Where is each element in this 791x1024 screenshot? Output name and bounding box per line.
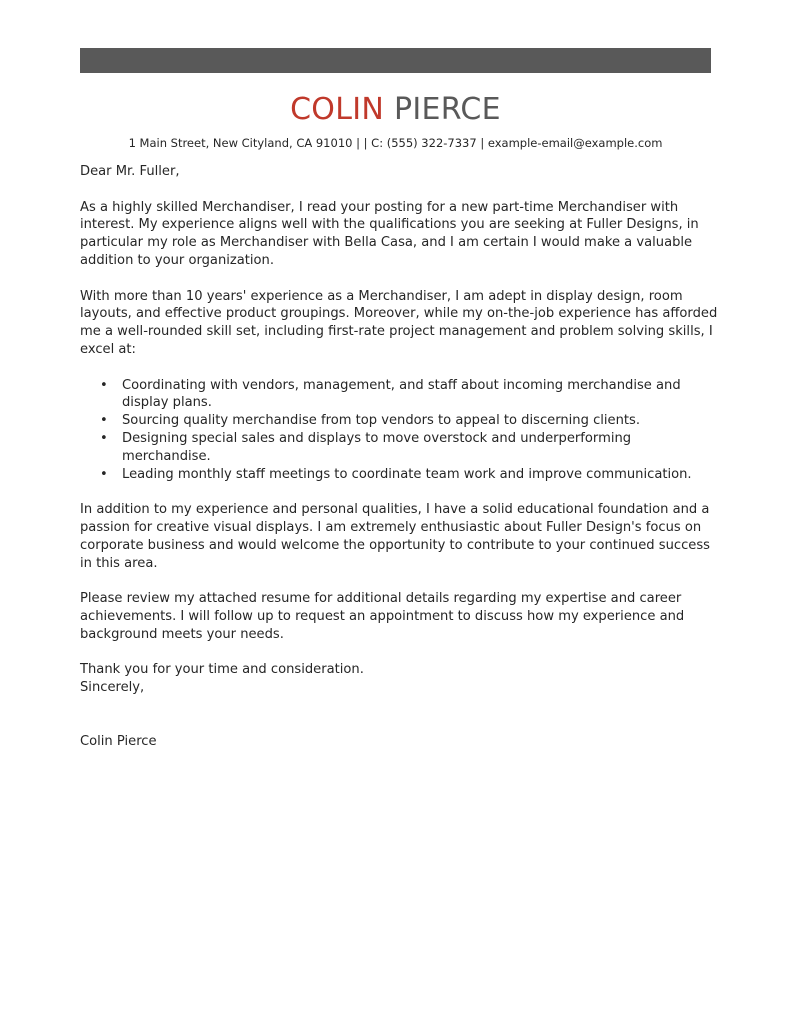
paragraph-resume: Please review my attached resume for additional details regarding my expertise and career achievements. I will follow up to request an appointment to discuss how my experience and background meets your needs. (80, 591, 685, 642)
header-bar (80, 48, 711, 73)
letter-body (80, 163, 720, 750)
paragraph-experience: With more than 10 years' experience as a Merchandiser, I am adept in display design, room layouts, and effective product groupings. Moreover, while my on-the-job experience has afforded me a well-rounded skill set, including first-rate project management and problem solving skills, I excel at: (80, 288, 718, 357)
list-item (80, 430, 720, 466)
list-item (80, 412, 720, 430)
list-item-text: Sourcing quality merchandise from top vendors to appeal to discerning clients. (122, 413, 641, 429)
list-item (80, 466, 720, 484)
contact-info: 1 Main Street, New Cityland, CA 91010 | | C: (555) 322-7337 | example-email@example.com (128, 136, 663, 150)
skills-list (80, 377, 720, 484)
applicant-name (0, 90, 791, 130)
bullet-icon: • (100, 430, 108, 446)
list-item-text: Leading monthly staff meetings to coordinate team work and improve communication. (122, 466, 692, 482)
signature-space (80, 697, 720, 733)
closing: Sincerely, (80, 680, 145, 696)
last-name: PIERCE (393, 92, 501, 127)
paragraph-education: In addition to my experience and personal qualities, I have a solid educational foundation and a passion for creative visual displays. I am extremely enthusiastic about Fuller Design's focus on corporate business and would welcome the opportunity to contribute to your continued success in this area. (80, 502, 710, 571)
paragraph-intro: As a highly skilled Merchandiser, I read your posting for a new part-time Merchandiser with interest. My experience aligns well with the qualifications you are seeking at Fuller Designs, in particular my role as Merchandiser with Bella Casa, and I am certain I would make a valuable addition to your organization. (80, 199, 699, 268)
bullet-icon: • (100, 413, 108, 429)
salutation: Dear Mr. Fuller, (80, 164, 180, 179)
bullet-icon: • (100, 466, 108, 482)
list-item-text: Designing special sales and displays to move overstock and underperforming merchandise. (122, 430, 632, 464)
bullet-icon: • (100, 377, 108, 393)
list-item-text: Coordinating with vendors, management, and staff about incoming merchandise and display plans. (122, 377, 681, 411)
signature-name: Colin Pierce (80, 733, 157, 749)
first-name: COLIN (290, 92, 385, 127)
thanks-line: Thank you for your time and consideration. (80, 662, 364, 678)
list-item (80, 377, 720, 413)
